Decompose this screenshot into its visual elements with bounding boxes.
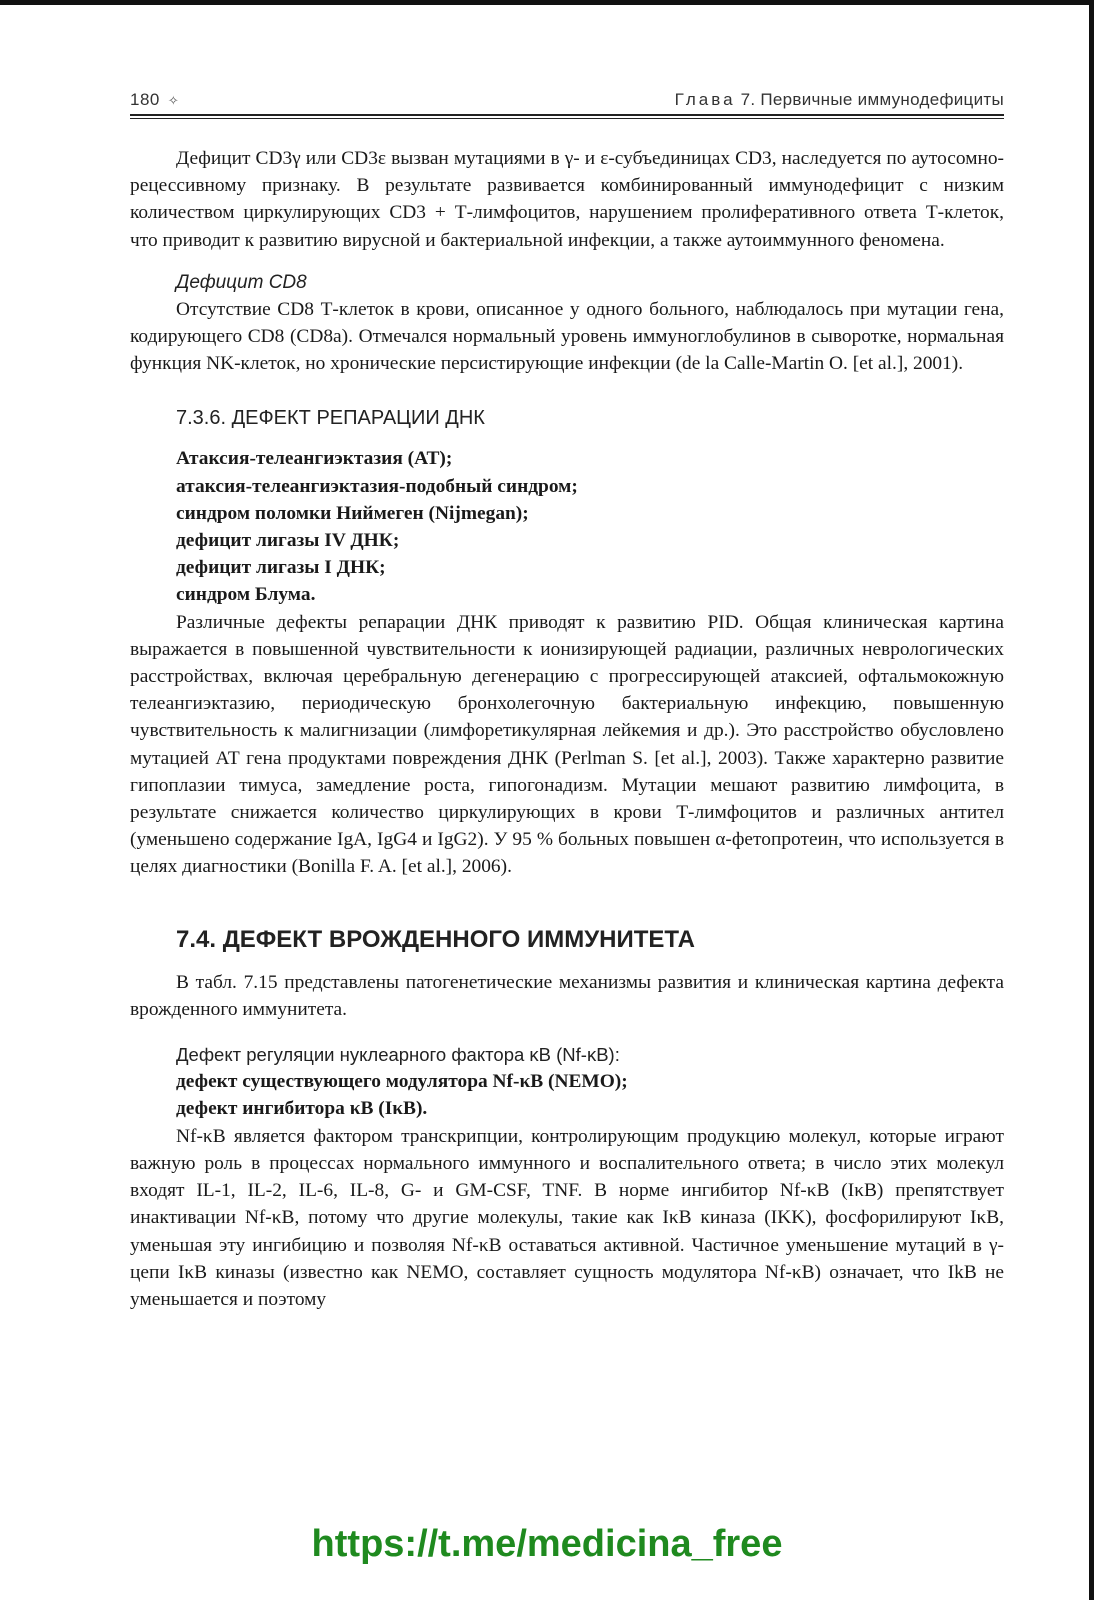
list-item: Атаксия-телеангиэктазия (АТ); bbox=[176, 448, 453, 470]
nfkb-heading: Дефект регуляции нуклеарного фактора κB (Nf-κB): bbox=[176, 1044, 620, 1066]
page-number: 180 bbox=[130, 90, 160, 109]
paragraph-cd8: Отсутствие CD8 Т-клеток в крови, описанное у одного больного, наблюдалось при мутации гена, кодирующего CD8 (CD8a). Отмечался нормальный уровень иммуноглобулинов в сыворотке, нормальная функция NK-клеток, но хронические персистирующие инфекции (de la Calle-Martin O. [et al.], 2001). bbox=[130, 298, 1004, 375]
running-head bbox=[130, 84, 1004, 110]
header-rule bbox=[130, 114, 1004, 116]
list-item: дефицит лигазы IV ДНК; bbox=[176, 530, 400, 552]
list-item: синдром Блума. bbox=[176, 584, 316, 606]
telegram-link[interactable]: https://t.me/medicina_free bbox=[311, 1523, 783, 1565]
paragraph-table-ref: В табл. 7.15 представлены патогенетические механизмы развития и клиническая картина дефекта врожденного иммунитета. bbox=[130, 971, 1004, 1020]
bold-list-nfkb bbox=[130, 1068, 1004, 1122]
section-heading-736: 7.3.6. ДЕФЕКТ РЕПАРАЦИИ ДНК bbox=[176, 407, 485, 430]
header-rule-thin bbox=[130, 118, 1004, 119]
paragraph-dna-repair: Различные дефекты репарации ДНК приводят к развитию PID. Общая клиническая картина выражается в повышенной чувствительности к ионизирующей радиации, различных неврологических расстройствах, включая церебральную дегенерацию с прогрессирующей атаксией, офтальмокожную телеангиэктазию, периодическую бронхолегочную бактериальную инфекцию, повышенную чувствительность к малигнизации (лимфоретикулярная лейкемия и др.). Это расстройство обусловлено мутацией АТ гена продуктами повреждения ДНК (Perlman S. [et al.], 2003). Также характерно развитие гипоплазии тимуса, замедление роста, гипогонадизм. Мутации мешают развитию лимфоцита, в результате снижается количество циркулирующих в крови Т-лимфоцитов и различных антител (уменьшено содержание IgA, IgG4 и IgG2). У 95 % больных повышен α-фетопротеин, что используется в целях диагностики (Bonilla F. A. [et al.], 2006). bbox=[130, 611, 1004, 878]
paragraph-cd3: Дефицит CD3γ или CD3ε вызван мутациями в γ- и ε-субъединицах CD3, наследуется по аутосомно-рецессивному признаку. В результате развивается комбинированный иммунодефицит с низким количеством циркулирующих CD3 + Т-лимфоцитов, нарушением пролиферативного ответа Т-клеток, что приводит к развитию вирусной и бактериальной инфекции, а также аутоиммунного феномена. bbox=[130, 148, 1004, 251]
ornament-icon: ✧ bbox=[167, 93, 180, 108]
chapter-word: Глава bbox=[674, 90, 736, 109]
section-heading-74: 7.4. ДЕФЕКТ ВРОЖДЕННОГО ИММУНИТЕТА bbox=[176, 925, 695, 953]
chapter-title-block bbox=[675, 90, 1004, 110]
subheading-cd8: Дефицит CD8 bbox=[176, 271, 307, 293]
list-item: дефект существующего модулятора Nf-κB (NEMO); bbox=[176, 1071, 628, 1093]
list-item: атаксия-телеангиэктазия-подобный синдром; bbox=[176, 475, 578, 497]
list-item: синдром поломки Ниймеген (Nijmegan); bbox=[176, 502, 529, 524]
list-item: дефект ингибитора κB (IκB). bbox=[176, 1098, 428, 1120]
paragraph-nfkb: Nf-κB является фактором транскрипции, контролирующим продукцию молекул, которые играют важную роль в процессах нормального иммунного и воспалительного ответа; в число этих молекул входят IL-1, IL-2, IL-6, IL-8, G- и GM-CSF, TNF. В норме ингибитор Nf-κB (IκB) препятствует инактивации Nf-κB, потому что другие молекулы, такие как IκB киназа (IKK), фосфорилируют IκB, уменьшая эту ингибицию и позволяя Nf-κB оставаться активной. Частичное уменьшение мутаций в γ-цепи IκB киназы (известно как NEMO, составляет сущность модулятора Nf-κB) означает, что IkB не уменьшается и поэтому bbox=[130, 1125, 1004, 1310]
chapter-title: 7. Первичные иммунодефициты bbox=[740, 90, 1004, 109]
bold-list-dna-repair bbox=[130, 445, 1004, 608]
page-number-block bbox=[130, 90, 179, 110]
list-item: дефицит лигазы I ДНК; bbox=[176, 557, 386, 579]
book-page bbox=[130, 84, 1004, 1313]
